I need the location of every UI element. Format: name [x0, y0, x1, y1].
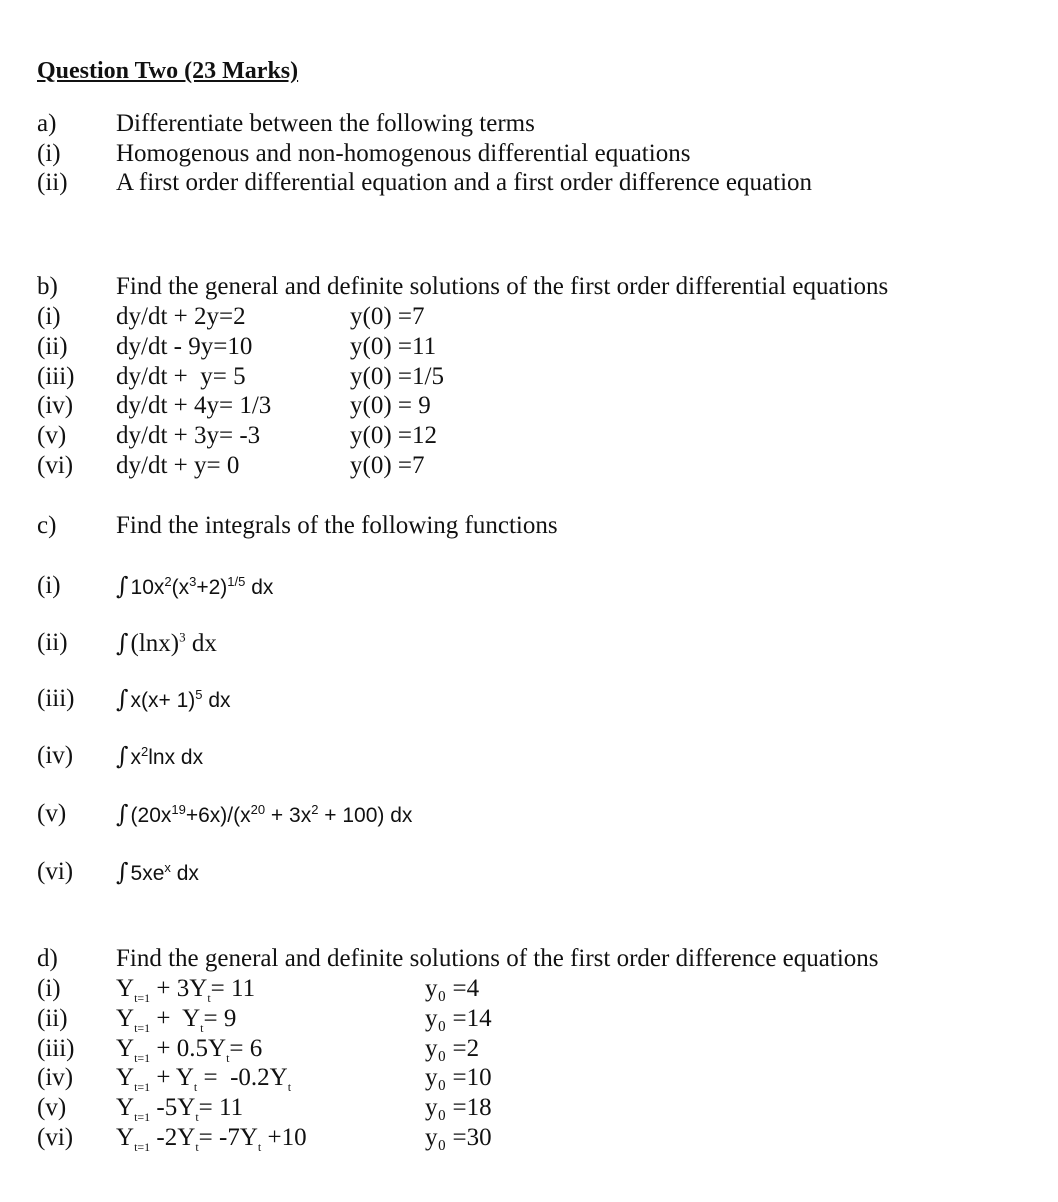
- part-d-row-heading: [0, 944, 1058, 974]
- part-d-item: [0, 1123, 1058, 1153]
- part-b-item-label: (ii): [37, 333, 68, 360]
- part-c-item-label: (iv): [37, 742, 74, 769]
- integral-expression: $\int x(x+ 1)^5$ dx: [116, 685, 231, 713]
- integral-sign-icon: ∫: [116, 572, 129, 600]
- part-d-item-label: (vi): [37, 1124, 74, 1151]
- integral-expression: $\int(\ln x)^3$ dx: [116, 629, 217, 657]
- part-d-item: [0, 1063, 1058, 1093]
- part-b-equation: dy/dt + y= 5: [116, 363, 246, 390]
- part-b-item: [0, 362, 1058, 392]
- difference-equation: $Y_{t=1} + Y_t = -0.2Y_t$: [116, 1064, 292, 1094]
- integral-expression: $\int 5xe^x$ dx: [116, 858, 199, 886]
- part-b-initial-condition: y(0) =7: [350, 452, 425, 479]
- part-d-item: [0, 1093, 1058, 1123]
- part-b-item: [0, 451, 1058, 481]
- part-a-label: a): [37, 110, 57, 137]
- part-a-row-heading: [0, 109, 1058, 139]
- part-d-item: [0, 974, 1058, 1004]
- part-d-item-label: (iv): [37, 1064, 74, 1091]
- part-d-item-label: (iii): [37, 1035, 75, 1062]
- part-b-initial-condition: y(0) =1/5: [350, 363, 444, 390]
- part-c-item: [0, 857, 1058, 887]
- part-c-item: [0, 741, 1058, 771]
- part-b-initial-condition: y(0) =11: [350, 333, 437, 360]
- part-d-initial-condition: y₀ =10: [425, 1064, 492, 1091]
- part-c-item: [0, 571, 1058, 601]
- part-d-label: d): [37, 945, 58, 972]
- integral-sign-icon: ∫: [116, 858, 129, 886]
- integral-sign-icon: ∫: [116, 629, 129, 657]
- part-c-item: [0, 684, 1058, 714]
- difference-equation: $Y_{t=1}$ $-2Y_t= -7Y_t +10$: [116, 1124, 307, 1154]
- part-c-item-label: (v): [37, 800, 67, 827]
- part-b-initial-condition: y(0) = 9: [350, 392, 431, 419]
- difference-equation: $Y_{t=1} + 3Y_t= 11$: [116, 975, 256, 1005]
- part-d-item-label: (ii): [37, 1005, 68, 1032]
- part-b-item-label: (vi): [37, 452, 74, 479]
- part-a-ii-label: (ii): [37, 169, 68, 196]
- part-b-item-label: (v): [37, 422, 67, 449]
- part-d-item-label: (i): [37, 975, 61, 1002]
- part-c-row-heading: [0, 511, 1058, 541]
- part-a-ii-text: A first order differential equation and a first order difference equation: [116, 169, 813, 196]
- question-title: Question Two (23 Marks): [37, 58, 299, 84]
- integral-expression: $\int 10x^2(x^3+2)^{1/5}$ dx: [116, 572, 274, 600]
- part-d-initial-condition: y₀ =14: [425, 1005, 492, 1032]
- part-c-heading: Find the integrals of the following functions: [116, 512, 558, 539]
- part-d-item-label: (v): [37, 1094, 67, 1121]
- integral-sign-icon: ∫: [116, 742, 129, 770]
- part-d-initial-condition: y₀ =30: [425, 1124, 492, 1151]
- part-b-label: b): [37, 273, 58, 300]
- part-b-equation: dy/dt + 3y= -3: [116, 422, 261, 449]
- part-b-item-label: (i): [37, 303, 61, 330]
- integral-sign-icon: ∫: [116, 685, 129, 713]
- part-b-equation: dy/dt + y= 0: [116, 452, 240, 479]
- part-b-item-label: (iv): [37, 392, 74, 419]
- part-d-heading: Find the general and definite solutions of the first order difference equations: [116, 945, 879, 972]
- part-b-item: [0, 332, 1058, 362]
- part-b-item: [0, 421, 1058, 451]
- difference-equation: $Y_{t=1}$ $-5Y_t= 11$: [116, 1094, 244, 1124]
- part-d-initial-condition: y₀ =18: [425, 1094, 492, 1121]
- part-d-initial-condition: y₀ =4: [425, 975, 480, 1002]
- part-a-heading: Differentiate between the following terms: [116, 110, 535, 137]
- part-c-item-label: (ii): [37, 629, 68, 656]
- part-c-label: c): [37, 512, 57, 539]
- part-c-item-label: (iii): [37, 685, 75, 712]
- part-b-initial-condition: y(0) =12: [350, 422, 437, 449]
- part-c-item-label: (i): [37, 572, 61, 599]
- part-b-equation: dy/dt + 4y= 1/3: [116, 392, 272, 419]
- integral-sign-icon: ∫: [116, 800, 129, 828]
- part-a-row-i: [0, 139, 1058, 169]
- part-b-equation: dy/dt + 2y=2: [116, 303, 246, 330]
- part-d-initial-condition: y₀ =2: [425, 1035, 480, 1062]
- part-c-item: [0, 628, 1058, 658]
- part-b-equation: dy/dt - 9y=10: [116, 333, 253, 360]
- part-b-item: [0, 391, 1058, 421]
- part-b-item-label: (iii): [37, 363, 75, 390]
- part-b-initial-condition: y(0) =7: [350, 303, 425, 330]
- part-a-row-ii: [0, 168, 1058, 198]
- part-d-item: [0, 1004, 1058, 1034]
- part-a-i-text: Homogenous and non-homogenous differential equations: [116, 140, 691, 167]
- part-b-row-heading: [0, 272, 1058, 302]
- part-d-item: [0, 1034, 1058, 1064]
- difference-equation: $Y_{t=1} + Y_t= 9$: [116, 1005, 237, 1035]
- part-b-heading: Find the general and definite solutions of the first order differential equations: [116, 273, 889, 300]
- part-c-item: [0, 799, 1058, 829]
- part-b-item: [0, 302, 1058, 332]
- difference-equation: $Y_{t=1} + 0.5Y_t= 6$: [116, 1035, 263, 1065]
- part-a-i-label: (i): [37, 140, 61, 167]
- integral-expression: $\int(20x^{19}+6x)/(x^{20} + 3x^2 + 100)$ dx: [116, 800, 413, 828]
- part-c-item-label: (vi): [37, 858, 74, 885]
- integral-expression: $\int x^2\ln x$ dx: [116, 742, 204, 770]
